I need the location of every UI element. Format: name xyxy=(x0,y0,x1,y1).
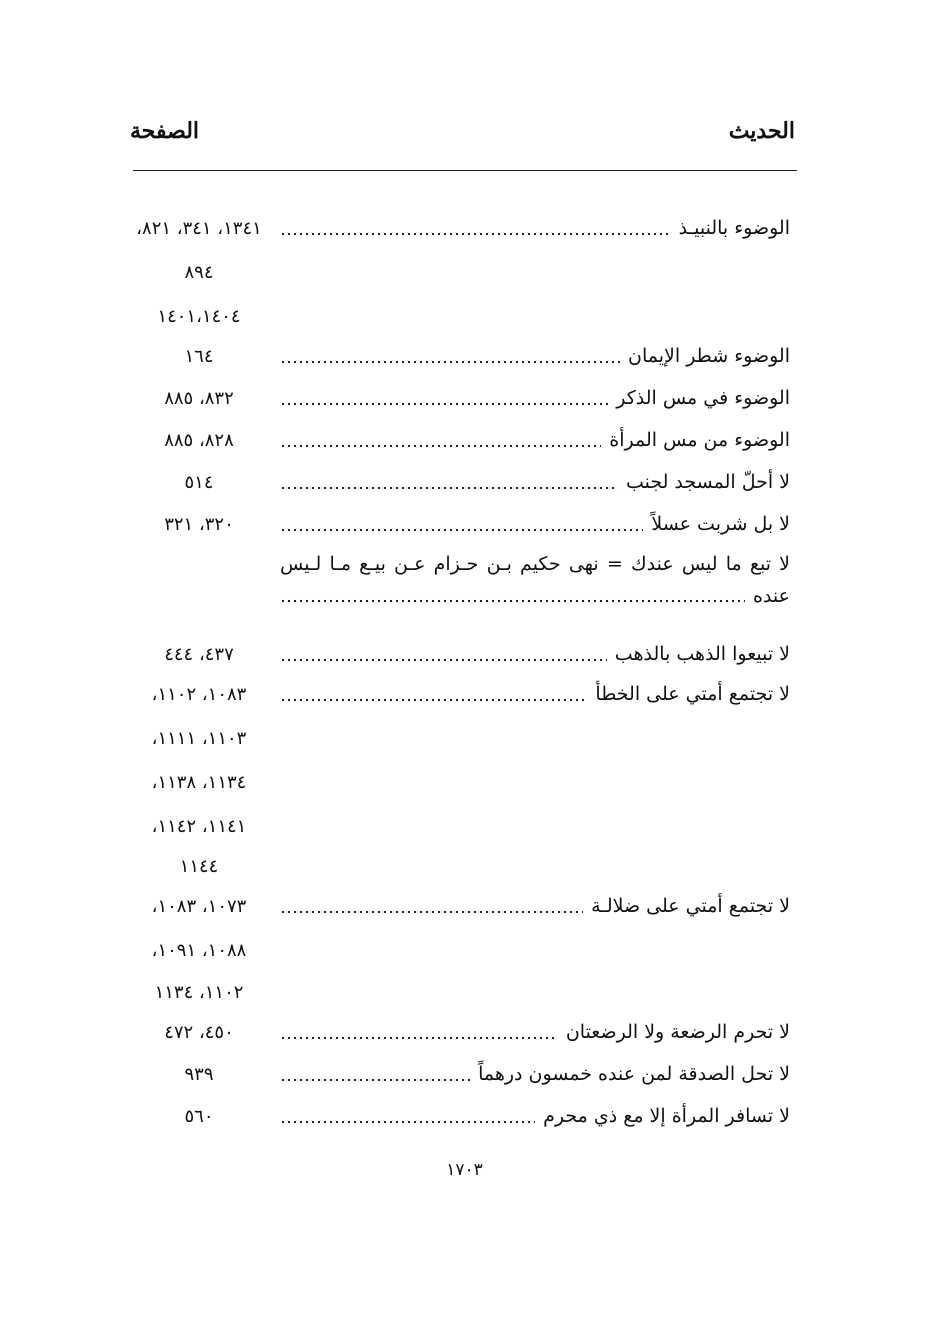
entry-pages: ٨٣٢، ٨٨٥ xyxy=(164,387,234,409)
entry-pages: ١٠٨٣، ١١٠٢، xyxy=(151,683,247,705)
entry-pages: ٤٣٧، ٤٤٤ xyxy=(164,643,234,665)
index-entry xyxy=(0,420,929,460)
entry-title-line2: عنده xyxy=(753,585,790,607)
entry-pages: ٥٦٠ xyxy=(184,1105,214,1127)
entry-title: لا تبيعوا الذهب بالذهب xyxy=(614,643,790,665)
index-entry-continuation xyxy=(0,846,929,886)
index-entry xyxy=(0,1096,929,1136)
index-entry xyxy=(0,886,929,926)
entry-pages: ٣٢٠، ٣٢١ xyxy=(164,513,234,535)
entry-pages: ١١٠٣، ١١١١، xyxy=(151,727,247,749)
entry-pages: ١٣٤١، ٣٤١، ٨٢١، xyxy=(136,217,262,239)
entry-pages: ١١٠٢، ١١٣٤ xyxy=(154,981,244,1003)
index-entry xyxy=(0,674,929,714)
index-entry-continuation xyxy=(0,972,929,1012)
index-entry-continuation xyxy=(0,718,929,758)
entry-pages: ١٤٠١،١٤٠٤ xyxy=(157,305,241,327)
index-entry-continuation xyxy=(0,762,929,802)
header-rule xyxy=(133,170,797,171)
leader-dots xyxy=(280,444,601,448)
entry-pages: ٨٩٤ xyxy=(184,261,214,283)
entry-pages: ١١٤٤ xyxy=(179,855,219,877)
leader-dots xyxy=(280,658,607,662)
leader-dots xyxy=(280,698,587,702)
entry-title-line1: لا تبع ما ليس عندك = نهى حكيم بـن حـزام عـن بيـع مـا لـيس xyxy=(280,553,790,575)
entry-pages: ٨٢٨، ٨٨٥ xyxy=(164,429,234,451)
entry-title: الوضوء من مس المرأة xyxy=(609,429,790,451)
entry-title: لا تجتمع أمتي على ضلالـة xyxy=(591,895,790,917)
entry-title: الوضوء بالنبيـذ xyxy=(678,217,790,239)
index-entry xyxy=(0,1054,929,1094)
entry-title: الوضوء في مس الذكر xyxy=(616,387,790,409)
entry-title: لا أحلّ المسجد لجنب xyxy=(625,471,790,493)
index-entry-continuation xyxy=(0,252,929,292)
entry-pages: ٩٣٩ xyxy=(184,1063,214,1085)
entry-pages: ١٠٨٨، ١٠٩١، xyxy=(151,939,247,961)
entry-pages: ١١٣٤، ١١٣٨، xyxy=(151,771,247,793)
index-entry xyxy=(0,462,929,502)
leader-dots xyxy=(280,1120,535,1124)
entry-title: لا تسافر المرأة إلا مع ذي محرم xyxy=(543,1105,790,1127)
leader-dots xyxy=(280,486,618,490)
index-entry-continuation xyxy=(0,296,929,336)
entry-pages: ٤٥٠، ٤٧٢ xyxy=(164,1021,234,1043)
leader-dots xyxy=(280,599,745,603)
index-entry xyxy=(0,378,929,418)
leader-dots xyxy=(280,1078,470,1082)
index-entry-continuation xyxy=(0,930,929,970)
column-header-hadith: الحديث xyxy=(728,118,795,144)
index-entry xyxy=(0,634,929,674)
entry-pages: ١٠٧٣، ١٠٨٣، xyxy=(151,895,247,917)
leader-dots xyxy=(280,910,583,914)
entry-title: لا تجتمع أمتي على الخطأ xyxy=(595,683,790,705)
leader-dots xyxy=(280,1036,558,1040)
index-entry-multiline xyxy=(280,548,790,612)
leader-dots xyxy=(280,232,671,236)
index-entry-continuation xyxy=(0,806,929,846)
leader-dots xyxy=(280,360,620,364)
column-header-page: الصفحة xyxy=(130,118,200,144)
index-entry xyxy=(0,504,929,544)
entry-title: لا تحرم الرضعة ولا الرضعتان xyxy=(565,1021,790,1043)
entry-title: لا تحل الصدقة لمن عنده خمسون درهماً xyxy=(478,1063,790,1085)
index-entry xyxy=(0,336,929,376)
page-number: ١٧٠٣ xyxy=(446,1160,483,1180)
entry-pages: ١١٤١، ١١٤٢، xyxy=(151,815,247,837)
index-entry xyxy=(0,1012,929,1052)
entry-title: الوضوء شطر الإيمان xyxy=(628,345,790,367)
index-entry xyxy=(0,208,929,248)
entry-pages: ١٦٤ xyxy=(184,345,214,367)
leader-dots xyxy=(280,402,608,406)
entry-pages: ٥١٤ xyxy=(184,471,214,493)
leader-dots xyxy=(280,528,643,532)
entry-title: لا بل شربت عسلاً xyxy=(651,513,790,535)
